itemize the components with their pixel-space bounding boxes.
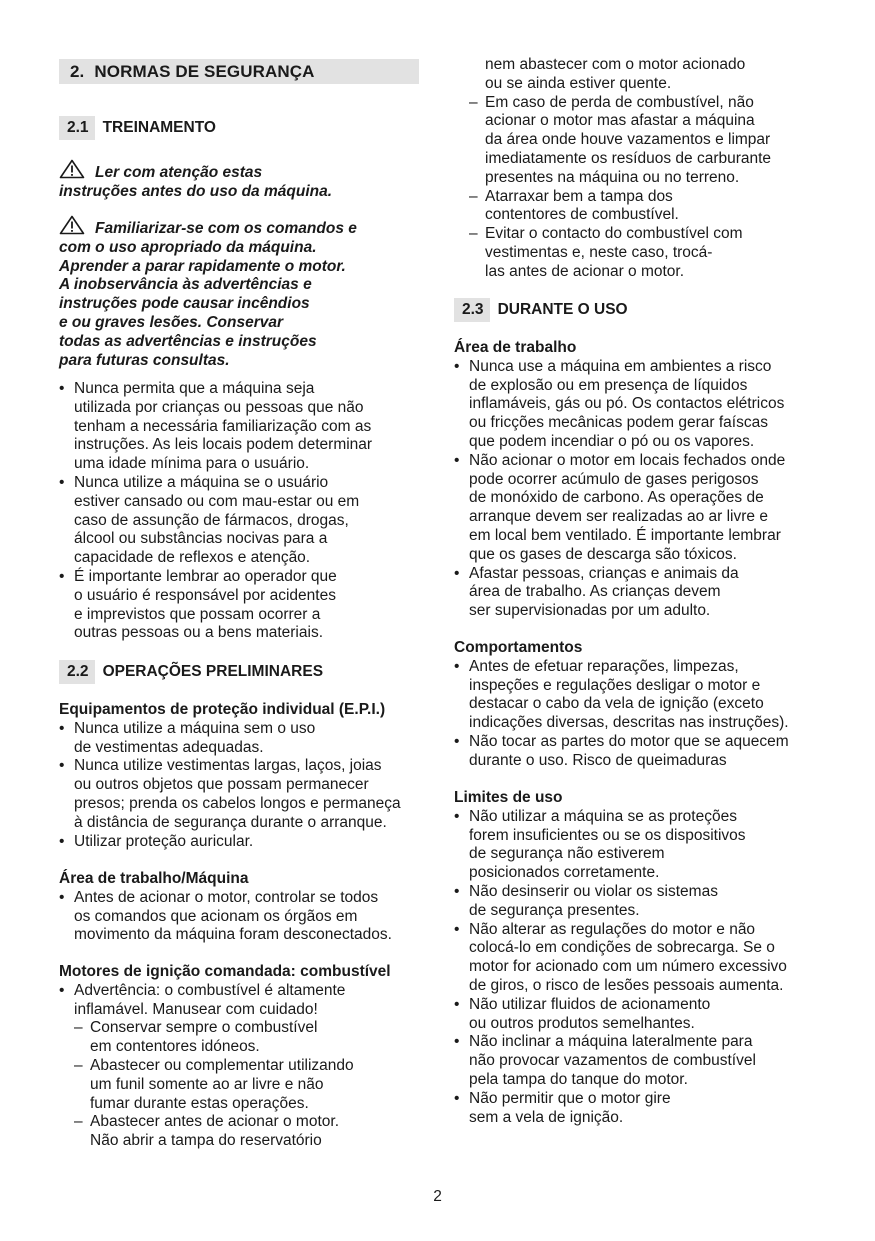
text-line: inflamável. Manusear com cuidado! [74, 1000, 318, 1018]
text-line: fumar durante estas operações. [90, 1094, 309, 1112]
section-number: 2.1 [59, 116, 95, 140]
work-area-block [454, 339, 824, 621]
text-line: nem abastecer com o motor acionado [485, 56, 746, 73]
section-title: DURANTE O USO [497, 301, 628, 318]
text-line: um funil somente ao ar livre e não [90, 1075, 324, 1093]
text-line: para futuras consultas. [59, 351, 230, 369]
text-line: • Não desinserir ou violar os sistemas [469, 882, 718, 900]
text-line: de monóxido de carbono. As operações de [469, 489, 764, 507]
text-line: • Não permitir que o motor gire [469, 1089, 671, 1107]
text-line: instruções. As leis locais podem determinar [74, 436, 373, 454]
list-item [59, 982, 429, 1020]
text-line: da área onde houve vazamentos e limpar [485, 131, 771, 149]
section-2-3-heading [454, 298, 628, 322]
text-line: com o uso apropriado da máquina. [59, 238, 317, 256]
text-line: motor for acionado com um número excessivo [469, 958, 787, 976]
text-line: outras pessoas ou a bens materiais. [74, 624, 323, 642]
text-line: inspeções e regulações desligar o motor e [469, 676, 761, 694]
text-line: uma idade mínima para o usuário. [74, 455, 310, 473]
text-line: • Antes de efetuar reparações, limpezas, [469, 657, 739, 675]
text-line: • Advertência: o combustível é altamente [74, 981, 346, 999]
section-number: 2.2 [59, 660, 95, 684]
list-item [59, 833, 429, 852]
text-line: que podem incendiar o pó ou os vapores. [469, 432, 755, 450]
list-item [59, 889, 429, 945]
text-line: estiver cansado ou com mau-estar ou em [74, 492, 360, 510]
text-line: contentores de combustível. [485, 206, 679, 224]
text-line: acionar o motor mas afastar a máquina [485, 112, 755, 130]
section-number: 2.3 [454, 298, 490, 322]
text-line: • Nunca utilize a máquina sem o uso [74, 719, 316, 737]
text-line: A inobservância às advertências e [59, 276, 312, 294]
text-line: – Atarraxar bem a tampa dos [485, 187, 673, 205]
chapter-title: NORMAS DE SEGURANÇA [94, 62, 315, 81]
text-line: Aprender a parar rapidamente o motor. [59, 257, 346, 275]
text-line: • Nunca utilize a máquina se o usuário [74, 473, 329, 491]
warning-icon [59, 215, 85, 235]
text-line: pode ocorrer acúmulo de gases perigosos [469, 470, 759, 488]
limits-block [454, 789, 824, 1127]
text-line: de explosão ou em presença de líquidos [469, 376, 748, 394]
subheading: Área de trabalho/Máquina [59, 870, 249, 887]
fuel-block-continued [454, 56, 824, 282]
text-line: • Não inclinar a máquina lateralmente para [469, 1033, 753, 1051]
text-line: – Em caso de perda de combustível, não [485, 93, 754, 111]
text-line: presentes na máquina ou no terreno. [485, 168, 740, 186]
text-line: à distância de segurança durante o arranque. [74, 813, 387, 831]
text-line: inflamáveis, gás ou pó. Os contactos elétricos [469, 395, 785, 413]
list-item [59, 474, 429, 568]
list-item [454, 733, 824, 771]
text-line: que os gases de descarga são tóxicos. [469, 545, 737, 563]
list-item [454, 452, 824, 565]
text-line: posicionados corretamente. [469, 864, 660, 882]
text-line: – Evitar o contacto do combustível com [485, 225, 743, 243]
epi-block [59, 701, 429, 851]
subheading: Limites de uso [454, 789, 563, 806]
text-line: arranque devem ser realizadas ao ar livre e [469, 508, 768, 526]
list-item [454, 1090, 824, 1128]
warning-familiarize [59, 215, 419, 370]
text-line: todas as advertências e instruções [59, 332, 317, 350]
section-2-2-heading [59, 660, 323, 684]
text-line: vestimentas e, neste caso, trocá- [485, 243, 713, 261]
text-line: ou fricções mecânicas podem gerar faíscas [469, 414, 768, 432]
text-line: tenham a necessária familiarização com as [74, 417, 372, 435]
dash-item [59, 1113, 429, 1151]
text-line: sem a vela de ignição. [469, 1108, 624, 1126]
text-line: de segurança presentes. [469, 901, 640, 919]
text-line: e imprevistos que possam ocorrer a [74, 605, 321, 623]
text-line: instruções antes do uso da máquina. [59, 182, 333, 200]
text-line: durante o uso. Risco de queimaduras [469, 751, 727, 769]
text-line: caso de assunção de fármacos, drogas, [74, 511, 349, 529]
text-line: de segurança não estiverem [469, 845, 665, 863]
text-line: o usuário é responsável por acidentes [74, 586, 336, 604]
list-item [454, 996, 824, 1034]
list-item [59, 720, 429, 758]
list-item [59, 380, 429, 474]
dash-item [454, 225, 824, 281]
text-line: Não abrir a tampa do reservatório [90, 1132, 322, 1150]
training-bullets [59, 380, 429, 643]
text-line: álcool ou substâncias nocivas para a [74, 530, 328, 548]
text-line: ou outros objetos que possam permanecer [74, 776, 369, 794]
fuel-block [59, 963, 429, 1151]
text-line: • Não alterar as regulações do motor e não [469, 920, 756, 938]
list-item [454, 808, 824, 883]
behaviour-block [454, 639, 824, 771]
list-item [454, 1033, 824, 1089]
text-line: las antes de acionar o motor. [485, 262, 685, 280]
work-area-machine-block [59, 870, 429, 945]
chapter-heading [59, 59, 419, 84]
subheading: Comportamentos [454, 639, 583, 656]
text-line: área de trabalho. As crianças devem [469, 583, 721, 601]
list-item [59, 757, 429, 832]
section-2-1-heading [59, 116, 216, 140]
text-line: • Nunca utilize vestimentas largas, laços, joias [74, 757, 382, 775]
text-line: Ler com atenção estas [59, 159, 419, 183]
text-line: Familiarizar-se com os comandos e [59, 215, 419, 239]
text-line: – Conservar sempre o combustível [90, 1019, 318, 1037]
text-line: os comandos que acionam os órgãos em [74, 907, 358, 925]
text-line: • Nunca permita que a máquina seja [74, 380, 315, 397]
page-number: 2 [433, 1188, 442, 1205]
text-line: e ou graves lesões. Conservar [59, 313, 284, 331]
text-line: indicações diversas, descritas nas instruções). [469, 714, 789, 732]
list-item [59, 568, 429, 643]
warning-icon [59, 159, 85, 179]
dash-item [59, 1057, 429, 1113]
dash-item [59, 1019, 429, 1057]
text-line: • Utilizar proteção auricular. [74, 832, 254, 850]
text-line: • Afastar pessoas, crianças e animais da [469, 564, 739, 582]
text-line: em contentores idóneos. [90, 1038, 260, 1056]
list-item [454, 358, 824, 452]
text-line: presos; prenda os cabelos longos e permaneça [74, 794, 401, 812]
text-line: • Não utilizar fluidos de acionamento [469, 995, 711, 1013]
list-item [454, 658, 824, 733]
section-title: OPERAÇÕES PRELIMINARES [102, 663, 324, 680]
list-item [454, 883, 824, 921]
text-line: • Não utilizar a máquina se as proteções [469, 807, 737, 825]
list-item [454, 921, 824, 996]
text-line: ou outros produtos semelhantes. [469, 1014, 695, 1032]
text-line: destacar o cabo da vela de ignição (exceto [469, 695, 764, 713]
text-line: ou se ainda estiver quente. [485, 74, 672, 92]
subheading: Equipamentos de proteção individual (E.P.I.) [59, 701, 386, 718]
text-line: movimento da máquina foram desconectados. [74, 926, 392, 944]
chapter-number: 2. [70, 62, 85, 81]
text-line: em local bem ventilado. É importante lembrar [469, 526, 781, 544]
dash-item [454, 188, 824, 226]
text-line: – Abastecer antes de acionar o motor. [90, 1113, 340, 1131]
text-line: utilizada por crianças ou pessoas que não [74, 398, 364, 416]
subheading: Motores de ignição comandada: combustível [59, 963, 391, 980]
subheading: Área de trabalho [454, 339, 577, 356]
text-line: pela tampa do tanque do motor. [469, 1070, 688, 1088]
text-line: • É importante lembrar ao operador que [74, 567, 337, 585]
text-line: ser supervisionadas por um adulto. [469, 602, 711, 620]
text-line: • Não acionar o motor em locais fechados onde [469, 451, 786, 469]
text-line: de giros, o risco de lesões pessoais aumenta. [469, 976, 784, 994]
section-title: TREINAMENTO [102, 119, 216, 136]
text-line: capacidade de reflexos e atenção. [74, 549, 311, 567]
text-line: • Antes de acionar o motor, controlar se todos [74, 888, 379, 906]
list-item [454, 565, 824, 621]
text-line: • Não tocar as partes do motor que se aquecem [469, 732, 789, 750]
text-line: • Nunca use a máquina em ambientes a risco [469, 357, 772, 375]
text-line: não provocar vazamentos de combustível [469, 1052, 756, 1070]
dash-item-continued [454, 56, 824, 94]
text-line: imediatamente os resíduos de carburante [485, 149, 772, 167]
text-line: forem insuficientes ou se os dispositivos [469, 826, 746, 844]
text-line: – Abastecer ou complementar utilizando [90, 1056, 354, 1074]
warning-read-instructions [59, 159, 419, 202]
text-line: colocá-lo em condições de sobrecarga. Se o [469, 939, 775, 957]
text-line: instruções pode causar incêndios [59, 295, 310, 313]
text-line: de vestimentas adequadas. [74, 738, 264, 756]
dash-item [454, 94, 824, 188]
